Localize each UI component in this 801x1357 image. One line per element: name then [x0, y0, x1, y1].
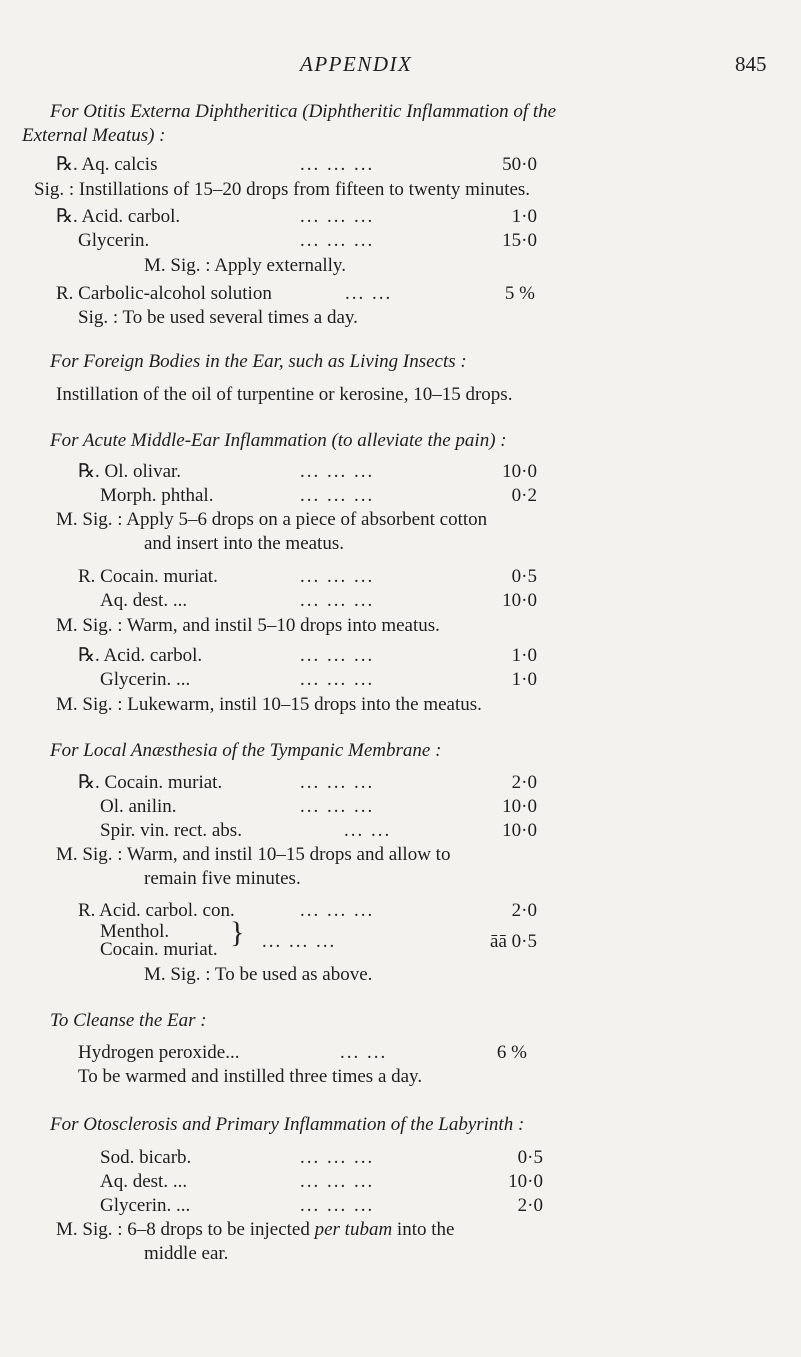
prescription-line: Menthol.	[100, 921, 170, 942]
leader-dots: ... ... ...	[300, 154, 375, 175]
leader-dots: ... ... ...	[262, 931, 337, 952]
signa-line: M. Sig. : Lukewarm, instil 10–15 drops into the meatus.	[56, 694, 482, 715]
prescription-line: Morph. phthal.	[100, 485, 214, 506]
prescription-line: Sod. bicarb.	[100, 1147, 192, 1168]
leader-dots: ... ... ...	[300, 796, 375, 817]
signa-line: M. Sig. : Apply 5–6 drops on a piece of absorbent cotton	[56, 509, 488, 530]
prescription-line: Spir. vin. rect. abs.	[100, 820, 242, 841]
instruction-text: Instillation of the oil of turpentine or kerosine, 10–15 drops.	[56, 384, 513, 405]
leader-dots: ... ... ...	[300, 645, 375, 666]
prescription-line: Aq. dest. ...	[100, 590, 188, 611]
section-heading-foreign-bodies: For Foreign Bodies in the Ear, such as Living Insects :	[50, 351, 467, 372]
prescription-line: Ol. anilin.	[100, 796, 177, 817]
quantity: 10·0	[502, 796, 537, 817]
prescription-line: ℞. Cocain. muriat.	[78, 772, 223, 793]
leader-dots: ... ... ...	[300, 1171, 375, 1192]
prescription-line: Glycerin. ...	[100, 1195, 191, 1216]
leader-dots: ... ...	[344, 820, 392, 841]
quantity: 15·0	[502, 230, 537, 251]
quantity: 1·0	[511, 669, 537, 690]
leader-dots: ... ... ...	[300, 1147, 375, 1168]
prescription-line: Cocain. muriat.	[100, 939, 218, 960]
signa-line-cont: remain five minutes.	[144, 868, 301, 889]
page-number: 845	[735, 52, 767, 76]
signa-line: M. Sig. : Apply externally.	[144, 255, 346, 276]
signa-line	[56, 1218, 454, 1242]
signa-line: Sig. : Instillations of 15–20 drops from fifteen to twenty minutes.	[34, 179, 531, 200]
quantity: 10·0	[502, 461, 537, 482]
leader-dots: ... ... ...	[300, 485, 375, 506]
section-heading-otitis: For Otitis Externa Diphtheritica (Diphtheritic Inflammation of the	[50, 101, 557, 122]
quantity: 1·0	[511, 206, 537, 227]
quantity: 50·0	[502, 154, 537, 175]
section-heading-otosclerosis: For Otosclerosis and Primary Inflammation of the Labyrinth :	[50, 1114, 525, 1135]
quantity: 6 %	[496, 1042, 527, 1063]
leader-dots: ... ... ...	[300, 669, 375, 690]
quantity: 2·0	[511, 772, 537, 793]
instruction-text: To be warmed and instilled three times a day.	[78, 1066, 423, 1087]
prescription-line: Glycerin. ...	[100, 669, 191, 690]
prescription-line: R. Cocain. muriat.	[78, 566, 218, 587]
quantity: 10·0	[502, 590, 537, 611]
leader-dots: ... ... ...	[300, 461, 375, 482]
signa-text: M. Sig. : 6–8 drops to be injected	[56, 1219, 315, 1240]
signa-text-emphasis: per tubam	[314, 1219, 393, 1240]
prescription-line: Glycerin.	[78, 230, 150, 251]
prescription-line: R. Carbolic-alcohol solution	[56, 283, 272, 304]
leader-dots: ... ... ...	[300, 772, 375, 793]
quantity: 0·5	[517, 1147, 543, 1168]
prescription-line: ℞. Ol. olivar.	[78, 461, 182, 482]
signa-line: M. Sig. : To be used as above.	[144, 964, 373, 985]
quantity: 1·0	[511, 645, 537, 666]
quantity: 0·5	[511, 566, 537, 587]
quantity: 0·2	[511, 485, 537, 506]
running-title: APPENDIX	[300, 52, 413, 76]
quantity: 10·0	[502, 820, 537, 841]
leader-dots: ... ... ...	[300, 590, 375, 611]
quantity: 2·0	[511, 900, 537, 921]
running-head	[0, 52, 801, 82]
signa-line: Sig. : To be used several times a day.	[78, 307, 358, 328]
quantity: 2·0	[517, 1195, 543, 1216]
section-heading-otitis-cont: External Meatus) :	[22, 125, 166, 146]
prescription-line: R. Acid. carbol. con.	[78, 900, 235, 921]
leader-dots: ... ... ...	[300, 230, 375, 251]
section-heading-acute: For Acute Middle-Ear Inflammation (to alleviate the pain) :	[50, 430, 507, 451]
quantity: 10·0	[508, 1171, 543, 1192]
signa-line-cont: and insert into the meatus.	[144, 533, 344, 554]
section-heading-cleanse: To Cleanse the Ear :	[50, 1010, 207, 1031]
signa-line: M. Sig. : Warm, and instil 5–10 drops into meatus.	[56, 615, 440, 636]
leader-dots: ... ...	[345, 283, 393, 304]
signa-line: M. Sig. : Warm, and instil 10–15 drops and allow to	[56, 844, 451, 865]
leader-dots: ... ...	[340, 1042, 388, 1063]
leader-dots: ... ... ...	[300, 566, 375, 587]
grouping-brace: }	[230, 916, 245, 949]
prescription-line: ℞. Acid. carbol.	[78, 645, 203, 666]
quantity: āā 0·5	[490, 931, 537, 952]
prescription-line: ℞. Aq. calcis	[56, 154, 158, 175]
leader-dots: ... ... ...	[300, 1195, 375, 1216]
prescription-line: ℞. Acid. carbol.	[56, 206, 181, 227]
prescription-line: Hydrogen peroxide...	[78, 1042, 240, 1063]
quantity: 5 %	[504, 283, 535, 304]
leader-dots: ... ... ...	[300, 206, 375, 227]
leader-dots: ... ... ...	[300, 900, 375, 921]
prescription-line: Aq. dest. ...	[100, 1171, 188, 1192]
signa-text: into the	[392, 1219, 455, 1240]
signa-line-cont: middle ear.	[144, 1243, 229, 1264]
section-heading-local-anaesthesia: For Local Anæsthesia of the Tympanic Membrane :	[50, 740, 442, 761]
